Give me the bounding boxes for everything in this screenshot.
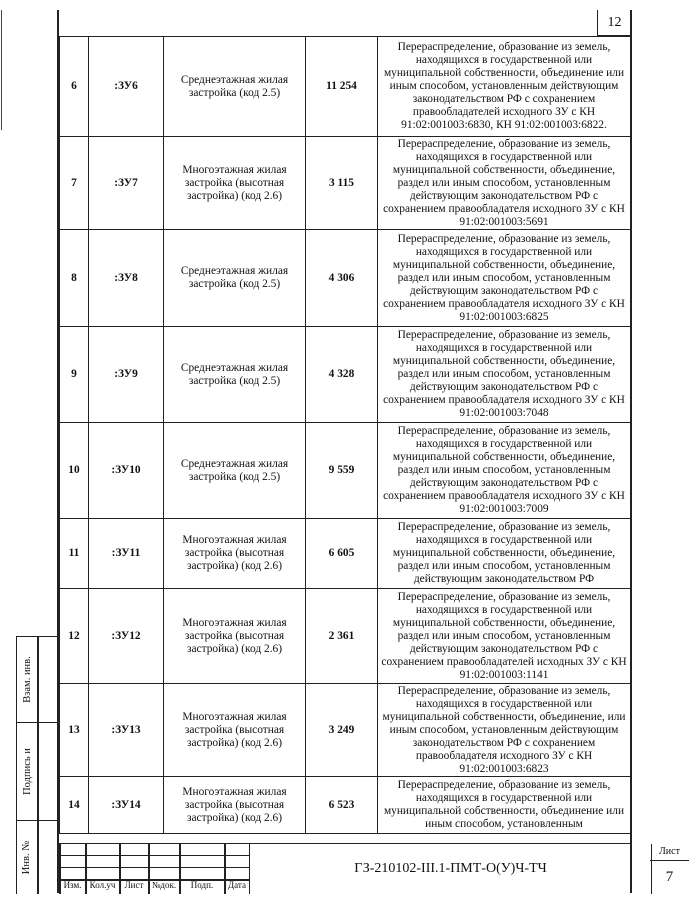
title-block [59, 843, 680, 894]
plot-area: 11 254 [306, 37, 378, 137]
plot-area: 9 559 [306, 423, 378, 519]
side-approval-stamp [16, 636, 58, 894]
grid-line [59, 867, 249, 868]
row-number: 14 [60, 777, 89, 834]
sheet-cell [650, 844, 689, 894]
margin-mark [1, 10, 2, 130]
col-list: Лист [124, 880, 144, 890]
plot-area: 4 306 [306, 230, 378, 327]
plot-code: :ЗУ8 [89, 230, 164, 327]
stamp-text: Взам. инв. [21, 656, 33, 703]
formation-method: Перераспределение, образование из земель, находящихся в государственной или муниципальной собственности, объединение или иным способом, установленным действующим законодательством РФ с сохранением правообладателей исходного ЗУ с КН 91:02:001003:6830, КН 91:02:001003:6822. [378, 37, 631, 137]
col-podp: Подп. [190, 880, 214, 890]
grid-line [59, 855, 249, 856]
permitted-use: Многоэтажная жилая застройка (высотная застройка) (код 2.6) [164, 684, 306, 777]
plot-area: 6 605 [306, 519, 378, 589]
table-body [60, 37, 631, 834]
sheet-number: 7 [665, 869, 674, 885]
sheet-label: Лист [650, 846, 689, 861]
permitted-use: Среднеэтажная жилая застройка (код 2.5) [164, 423, 306, 519]
plot-code: :ЗУ6 [89, 37, 164, 137]
plot-area: 3 249 [306, 684, 378, 777]
formation-method: Перераспределение, образование из земель, находящихся в государственной или муниципальной собственности, объединение, раздел или иным способом, установленным действующим законодательством РФ с сохранением правообладателя исходного ЗУ с КН 91:02:001003:7048 [378, 327, 631, 423]
table-row [60, 37, 631, 137]
permitted-use: Среднеэтажная жилая застройка (код 2.5) [164, 37, 306, 137]
permitted-use: Многоэтажная жилая застройка (высотная застройка) (код 2.6) [164, 137, 306, 230]
row-number: 6 [60, 37, 89, 137]
row-number: 11 [60, 519, 89, 589]
formation-method: Перераспределение, образование из земель, находящихся в государственной или муниципальной собственности, объединение, раздел или иным способом, установленным действующим законодательством РФ с сохранением правообладателя исходного ЗУ с КН 91:02:001003:5691 [378, 137, 631, 230]
formation-method: Перераспределение, образование из земель, находящихся в государственной или муниципальной собственности, объединение, или иным способом, установленным действующим законодательством РФ с сохранением правообладателя исходного ЗУ с КН 91:02:001003:6823 [378, 684, 631, 777]
page-number: 12 [597, 10, 631, 36]
stamp-text: Подпись и [21, 747, 33, 795]
table-row [60, 777, 631, 834]
col-data: Дата [228, 880, 246, 890]
permitted-use: Среднеэтажная жилая застройка (код 2.5) [164, 230, 306, 327]
plot-code: :ЗУ9 [89, 327, 164, 423]
col-ndok: №док. [151, 880, 177, 890]
revision-grid [59, 844, 249, 894]
table-row [60, 519, 631, 589]
table-row [60, 137, 631, 230]
permitted-use: Среднеэтажная жилая застройка (код 2.5) [164, 327, 306, 423]
stamp-text: Инв. № [21, 840, 33, 874]
table-row [60, 684, 631, 777]
table-row [60, 589, 631, 684]
plot-code: :ЗУ11 [89, 519, 164, 589]
formation-method: Перераспределение, образование из земель, находящихся в государственной или муниципальной собственности, объединение, раздел или иным способом, установленным действующим законодательством РФ [378, 519, 631, 589]
permitted-use: Многоэтажная жилая застройка (высотная застройка) (код 2.6) [164, 777, 306, 834]
plot-code: :ЗУ12 [89, 589, 164, 684]
plot-area: 4 328 [306, 327, 378, 423]
formation-method: Перераспределение, образование из земель, находящихся в государственной или муниципальной собственности, объединение, раздел или иным способом, установленным действующим законодательством РФ с сохранением правообладателей исходных ЗУ с КН 91:02:001003:1141 [378, 589, 631, 684]
col-kol-uch: Кол.уч [89, 880, 116, 890]
row-number: 9 [60, 327, 89, 423]
row-number: 13 [60, 684, 89, 777]
stamp-label-podpis [17, 722, 37, 820]
permitted-use: Многоэтажная жилая застройка (высотная застройка) (код 2.6) [164, 519, 306, 589]
table-row [60, 327, 631, 423]
land-plots-table [59, 36, 631, 834]
col-izm: Изм. [63, 880, 82, 890]
formation-method: Перераспределение, образование из земель, находящихся в государственной или муниципальной собственности, объединение или иным способом, установленным [378, 777, 631, 834]
plot-area: 2 361 [306, 589, 378, 684]
table-row [60, 423, 631, 519]
row-number: 10 [60, 423, 89, 519]
document-code: ГЗ-210102-III.1-ПМТ-О(У)Ч-ТЧ [249, 844, 652, 894]
formation-method: Перераспределение, образование из земель, находящихся в государственной или муниципальной собственности, объединение, раздел или иным способом, установленным действующим законодательством РФ с сохранением правообладателя исходного ЗУ с КН 91:02:001003:6825 [378, 230, 631, 327]
plot-code: :ЗУ14 [89, 777, 164, 834]
plot-area: 6 523 [306, 777, 378, 834]
row-number: 12 [60, 589, 89, 684]
plot-area: 3 115 [306, 137, 378, 230]
plot-code: :ЗУ7 [89, 137, 164, 230]
stamp-label-inv [17, 820, 37, 894]
row-number: 7 [60, 137, 89, 230]
plot-code: :ЗУ10 [89, 423, 164, 519]
formation-method: Перераспределение, образование из земель, находящихся в государственной или муниципальной собственности, объединение, раздел или иным способом, установленным действующим законодательством РФ с сохранением правообладателя исходного ЗУ с КН 91:02:001003:7009 [378, 423, 631, 519]
stamp-label-vzam [17, 637, 37, 722]
table-row [60, 230, 631, 327]
permitted-use: Многоэтажная жилая застройка (высотная застройка) (код 2.6) [164, 589, 306, 684]
plot-code: :ЗУ13 [89, 684, 164, 777]
row-number: 8 [60, 230, 89, 327]
